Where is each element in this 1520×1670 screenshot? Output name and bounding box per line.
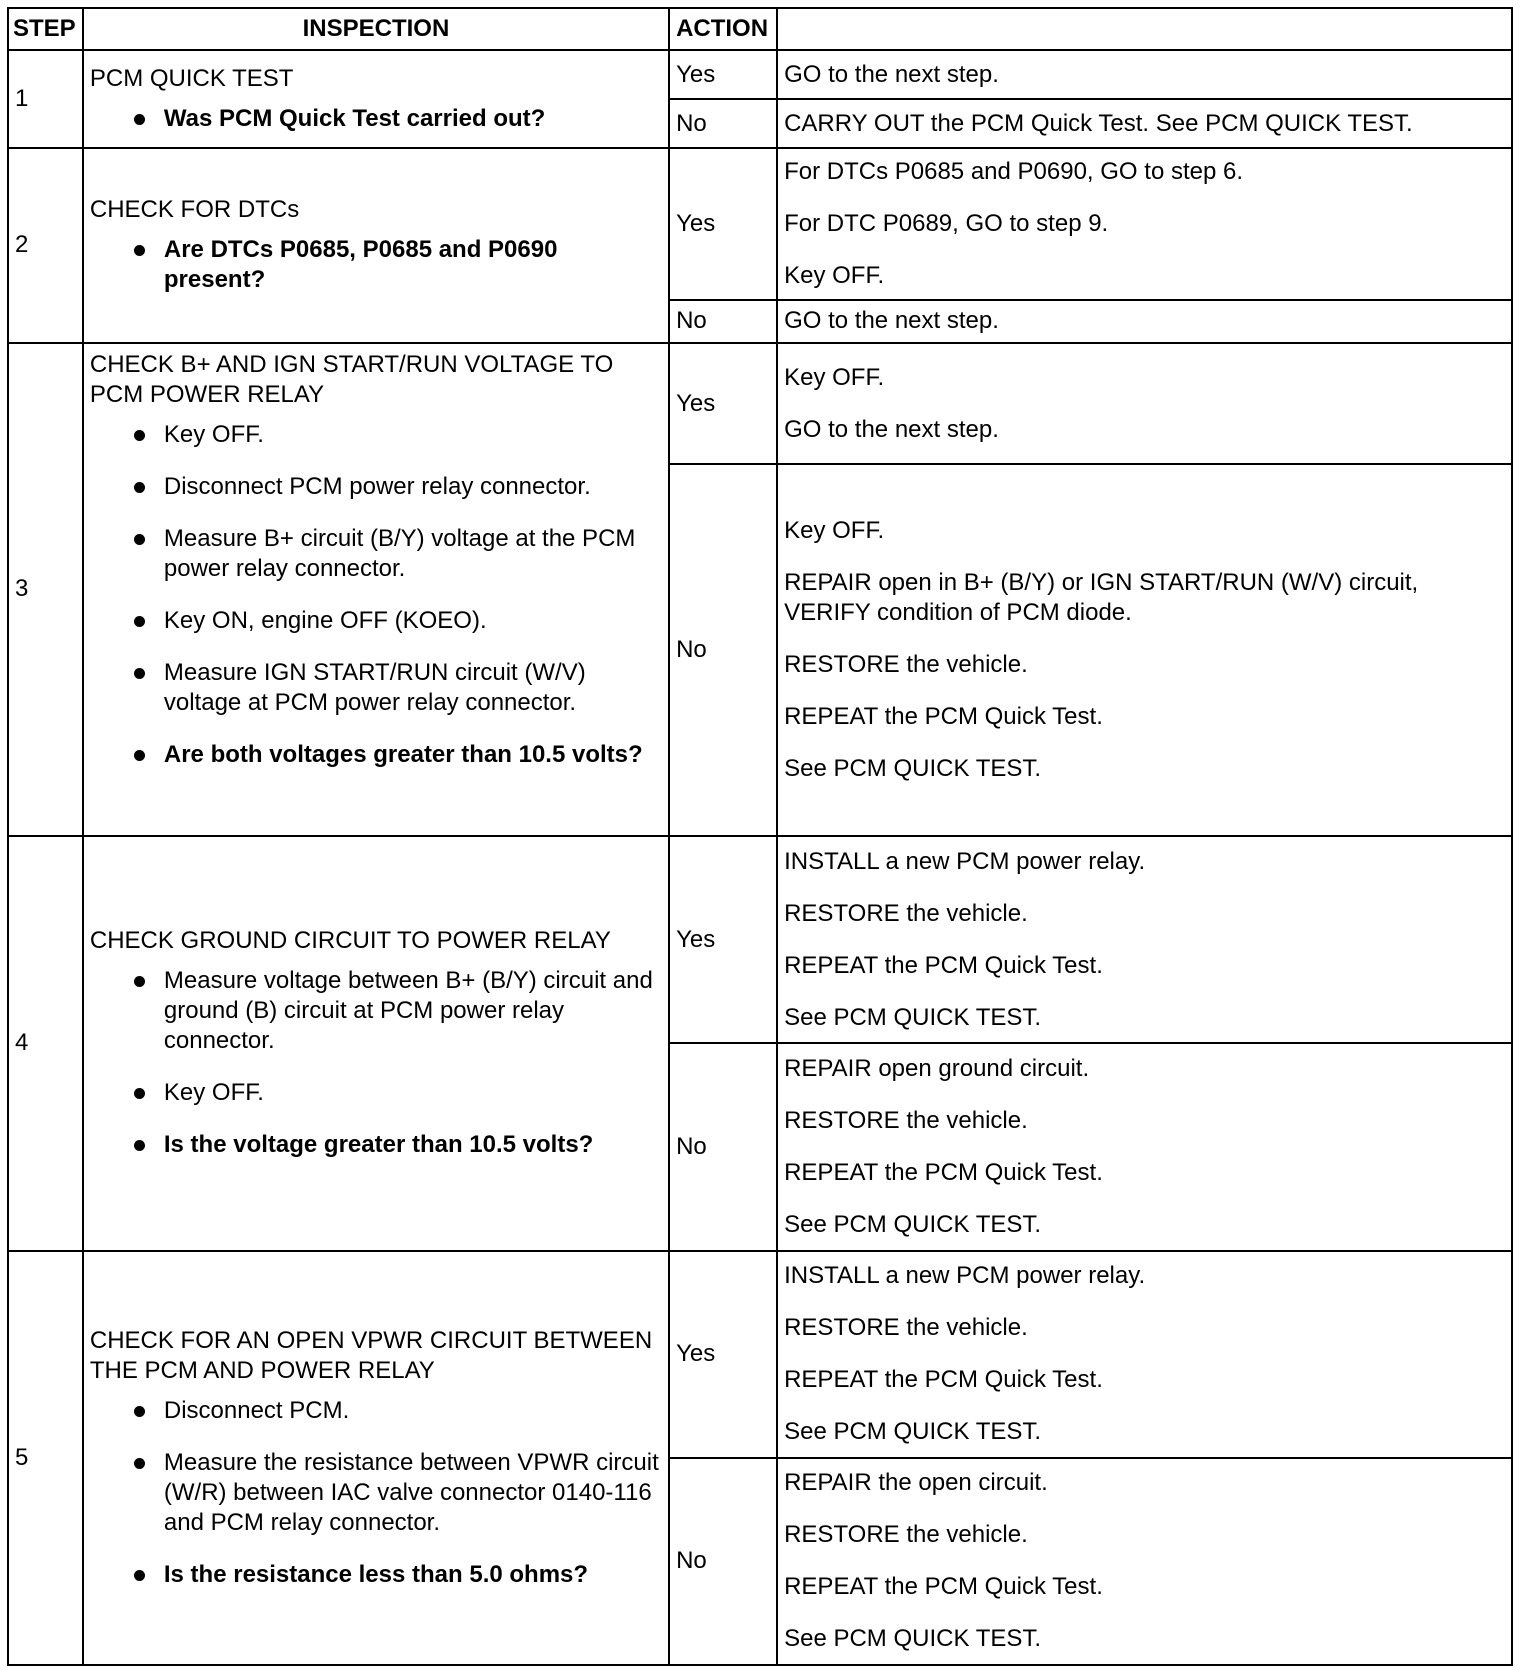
action-no [777,1458,1512,1665]
action-yes [777,836,1512,1043]
answer-no: No [669,300,777,343]
step-number: 2 [8,148,83,342]
answer-yes: Yes [669,50,777,99]
action-line: See PCM QUICK TEST. [784,755,1042,783]
action-line: Key OFF. [784,517,885,545]
answer-yes: Yes [669,1251,777,1458]
action-line: For DTC P0689, GO to step 9. [784,210,1109,238]
step-row [8,343,1512,465]
action-line: REPAIR open in B+ (B/Y) or IGN START/RUN (W/V) circuit, VERIFY condition of PCM diode. [784,569,1419,627]
step-row [8,1251,1512,1458]
inspection-bullet: Measure B+ circuit (B/Y) voltage at the PCM power relay connector. [164,524,662,584]
diagnostic-table [7,7,1513,1666]
action-line: See PCM QUICK TEST. [784,1003,1042,1031]
inspection-cell [83,343,669,836]
action-no [777,99,1512,148]
inspection-question: Is the voltage greater than 10.5 volts? [164,1130,662,1160]
step-row [8,50,1512,99]
answer-no: No [669,464,777,836]
inspection-bullets [90,104,662,134]
inspection-bullets [90,1396,662,1590]
action-line: GO to the next step. [784,307,999,335]
action-line: RESTORE the vehicle. [784,1314,1028,1342]
inspection-cell [83,1251,669,1665]
inspection-title: CHECK B+ AND IGN START/RUN VOLTAGE TO PCM POWER RELAY [89,350,614,408]
action-line: INSTALL a new PCM power relay. [784,847,1146,875]
answer-yes: Yes [669,148,777,300]
action-yes [777,343,1512,465]
inspection-bullets [90,420,662,770]
action-line: See PCM QUICK TEST. [784,1625,1042,1653]
action-line: Key OFF. [784,363,885,391]
step-number: 1 [8,50,83,148]
step-number: 4 [8,836,83,1250]
action-yes [777,148,1512,300]
inspection-bullet: Key ON, engine OFF (KOEO). [164,606,662,636]
action-yes [777,1251,1512,1458]
inspection-bullets [90,966,662,1160]
action-line: RESTORE the vehicle. [784,899,1028,927]
inspection-bullet: Measure the resistance between VPWR circuit (W/R) between IAC valve connector 0140-116 and PCM relay connector. [164,1448,662,1538]
inspection-question: Are DTCs P0685, P0685 and P0690 present? [164,235,662,295]
action-line: See PCM QUICK TEST. [784,1418,1042,1446]
inspection-bullet: Disconnect PCM. [164,1396,662,1426]
inspection-cell [83,148,669,342]
inspection-title: CHECK GROUND CIRCUIT TO POWER RELAY [89,927,611,955]
action-line: RESTORE the vehicle. [784,651,1028,679]
step-number: 5 [8,1251,83,1665]
header-step: STEP [8,8,83,50]
header-action: ACTION [669,8,777,50]
action-no [777,464,1512,836]
action-line: GO to the next step. [784,60,999,88]
action-line: CARRY OUT the PCM Quick Test. See PCM QUICK TEST. [784,109,1413,137]
action-line: For DTCs P0685 and P0690, GO to step 6. [784,158,1243,186]
inspection-cell [83,836,669,1250]
action-line: REPEAT the PCM Quick Test. [784,1158,1103,1186]
action-line: REPEAT the PCM Quick Test. [784,703,1103,731]
inspection-bullet: Key OFF. [164,420,662,450]
action-line: Key OFF. [784,262,885,290]
inspection-bullet: Measure voltage between B+ (B/Y) circuit and ground (B) circuit at PCM power relay connector. [164,966,662,1056]
answer-yes: Yes [669,836,777,1043]
action-line: See PCM QUICK TEST. [784,1210,1042,1238]
header-result [777,8,1512,50]
inspection-bullet: Disconnect PCM power relay connector. [164,472,662,502]
answer-yes: Yes [669,343,777,465]
inspection-question: Is the resistance less than 5.0 ohms? [164,1560,662,1590]
answer-no: No [669,1043,777,1250]
step-row [8,836,1512,1043]
inspection-title: PCM QUICK TEST [89,65,294,93]
answer-no: No [669,1458,777,1665]
inspection-title: CHECK FOR DTCs [89,196,300,224]
action-line: REPEAT the PCM Quick Test. [784,1573,1103,1601]
action-line: RESTORE the vehicle. [784,1521,1028,1549]
inspection-bullet: Measure IGN START/RUN circuit (W/V) voltage at PCM power relay connector. [164,658,662,718]
inspection-bullets [90,235,662,295]
action-line: REPEAT the PCM Quick Test. [784,1366,1103,1394]
step-number: 3 [8,343,83,836]
action-line: RESTORE the vehicle. [784,1106,1028,1134]
inspection-question: Are both voltages greater than 10.5 volts? [164,740,662,770]
inspection-question: Was PCM Quick Test carried out? [164,104,662,134]
inspection-cell [83,50,669,148]
inspection-bullet: Key OFF. [164,1078,662,1108]
answer-no: No [669,99,777,148]
step-row [8,148,1512,300]
action-line: REPEAT the PCM Quick Test. [784,951,1103,979]
action-line: REPAIR the open circuit. [784,1469,1048,1497]
inspection-title: CHECK FOR AN OPEN VPWR CIRCUIT BETWEEN THE PCM AND POWER RELAY [89,1326,653,1384]
action-line: REPAIR open ground circuit. [784,1054,1090,1082]
action-line: GO to the next step. [784,415,999,443]
header-row [8,8,1512,50]
action-no [777,300,1512,343]
action-yes [777,50,1512,99]
action-line: INSTALL a new PCM power relay. [784,1262,1146,1290]
action-no [777,1043,1512,1250]
header-inspection: INSPECTION [83,8,669,50]
